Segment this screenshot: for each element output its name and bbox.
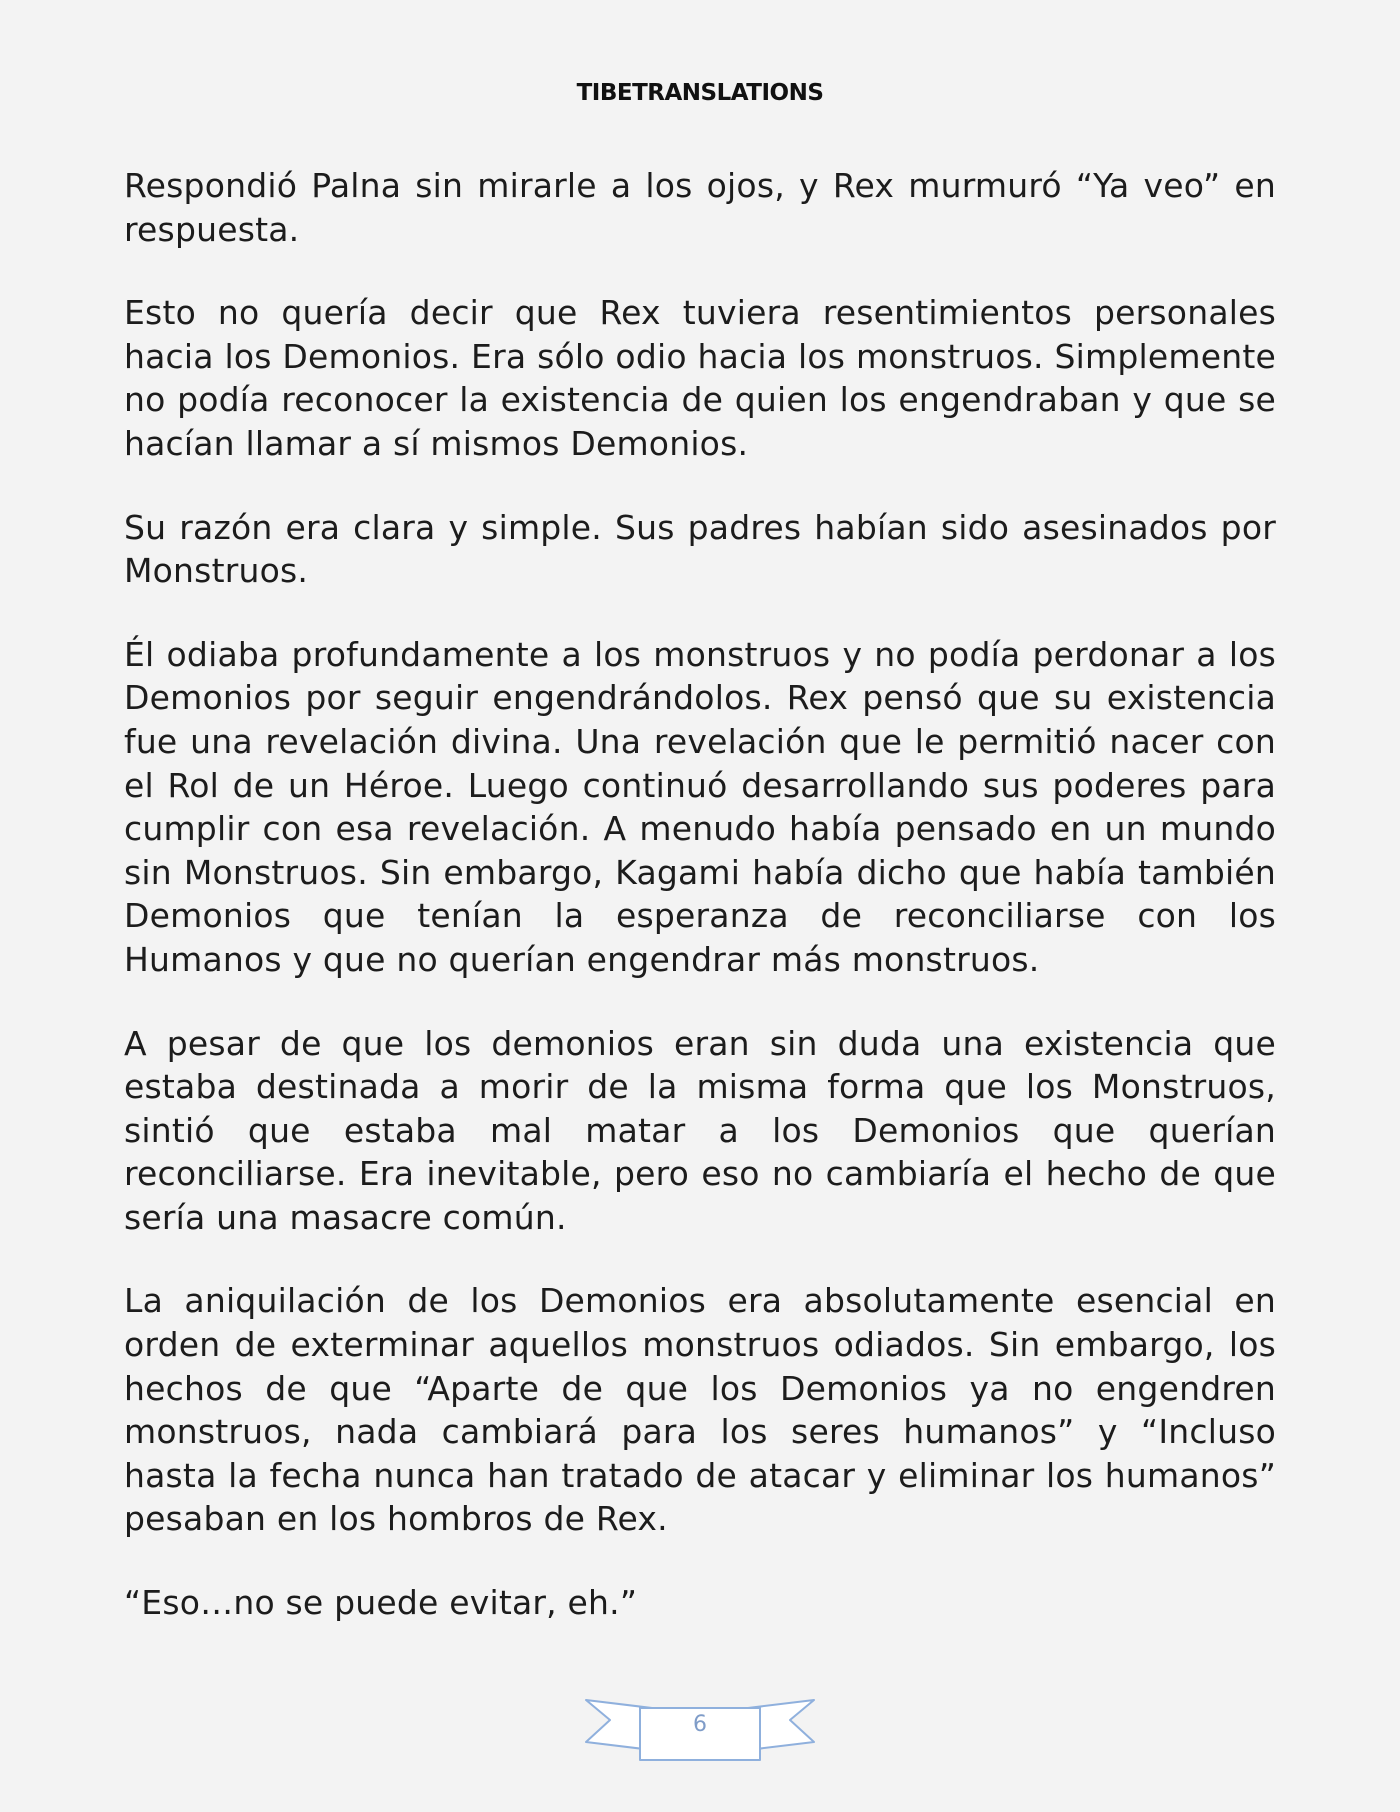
paragraph: La aniquilación de los Demonios era absolutamente esencial en orden de exterminar aquellos monstruos odiados. Sin embargo, los hechos de que “Aparte de que los Demonios ya no engendren monstruos, nada cambiará para los seres humanos” y “Incluso hasta la fecha nunca han tratado de atacar y eliminar los humanos” pesaban en los hombros de Rex.	[124, 1281, 1276, 1539]
page-number-ribbon	[582, 1694, 818, 1766]
paragraph: “Eso…no se puede evitar, eh.”	[124, 1583, 638, 1623]
body-text	[124, 164, 1276, 1665]
paragraph: Su razón era clara y simple. Sus padres habían sido asesinados por Monstruos.	[124, 507, 1276, 591]
page-number: 6	[693, 1712, 707, 1737]
paragraph: Esto no quería decir que Rex tuviera resentimientos personales hacia los Demonios. Era sólo odio hacia los monstruos. Simplemente no podía reconocer la existencia de quien los engendraban y que se hacían llamar a sí mismos Demonios.	[124, 293, 1276, 463]
paragraph: Respondió Palna sin mirarle a los ojos, y Rex murmuró “Ya veo” en respuesta.	[124, 166, 1276, 249]
paragraph: Él odiaba profundamente a los monstruos y no podía perdonar a los Demonios por seguir engendrándolos. Rex pensó que su existencia fue una revelación divina. Una revelación que le permitió nacer con el Rol de un Héroe. Luego continuó desarrollando sus poderes para cumplir con esa revelación. A menudo había pensado en un mundo sin Monstruos. Sin embargo, Kagami había dicho que había también Demonios que tenían la esperanza de reconciliarse con los Humanos y que no querían engendrar más monstruos.	[124, 634, 1276, 979]
page-header-title: TIBETRANSLATIONS	[576, 80, 824, 106]
paragraph: A pesar de que los demonios eran sin duda una existencia que estaba destinada a morir de la misma forma que los Monstruos, sintió que estaba mal matar a los Demonios que querían reconciliarse. Era inevitable, pero eso no cambiaría el hecho de que sería una masacre común.	[124, 1023, 1276, 1237]
